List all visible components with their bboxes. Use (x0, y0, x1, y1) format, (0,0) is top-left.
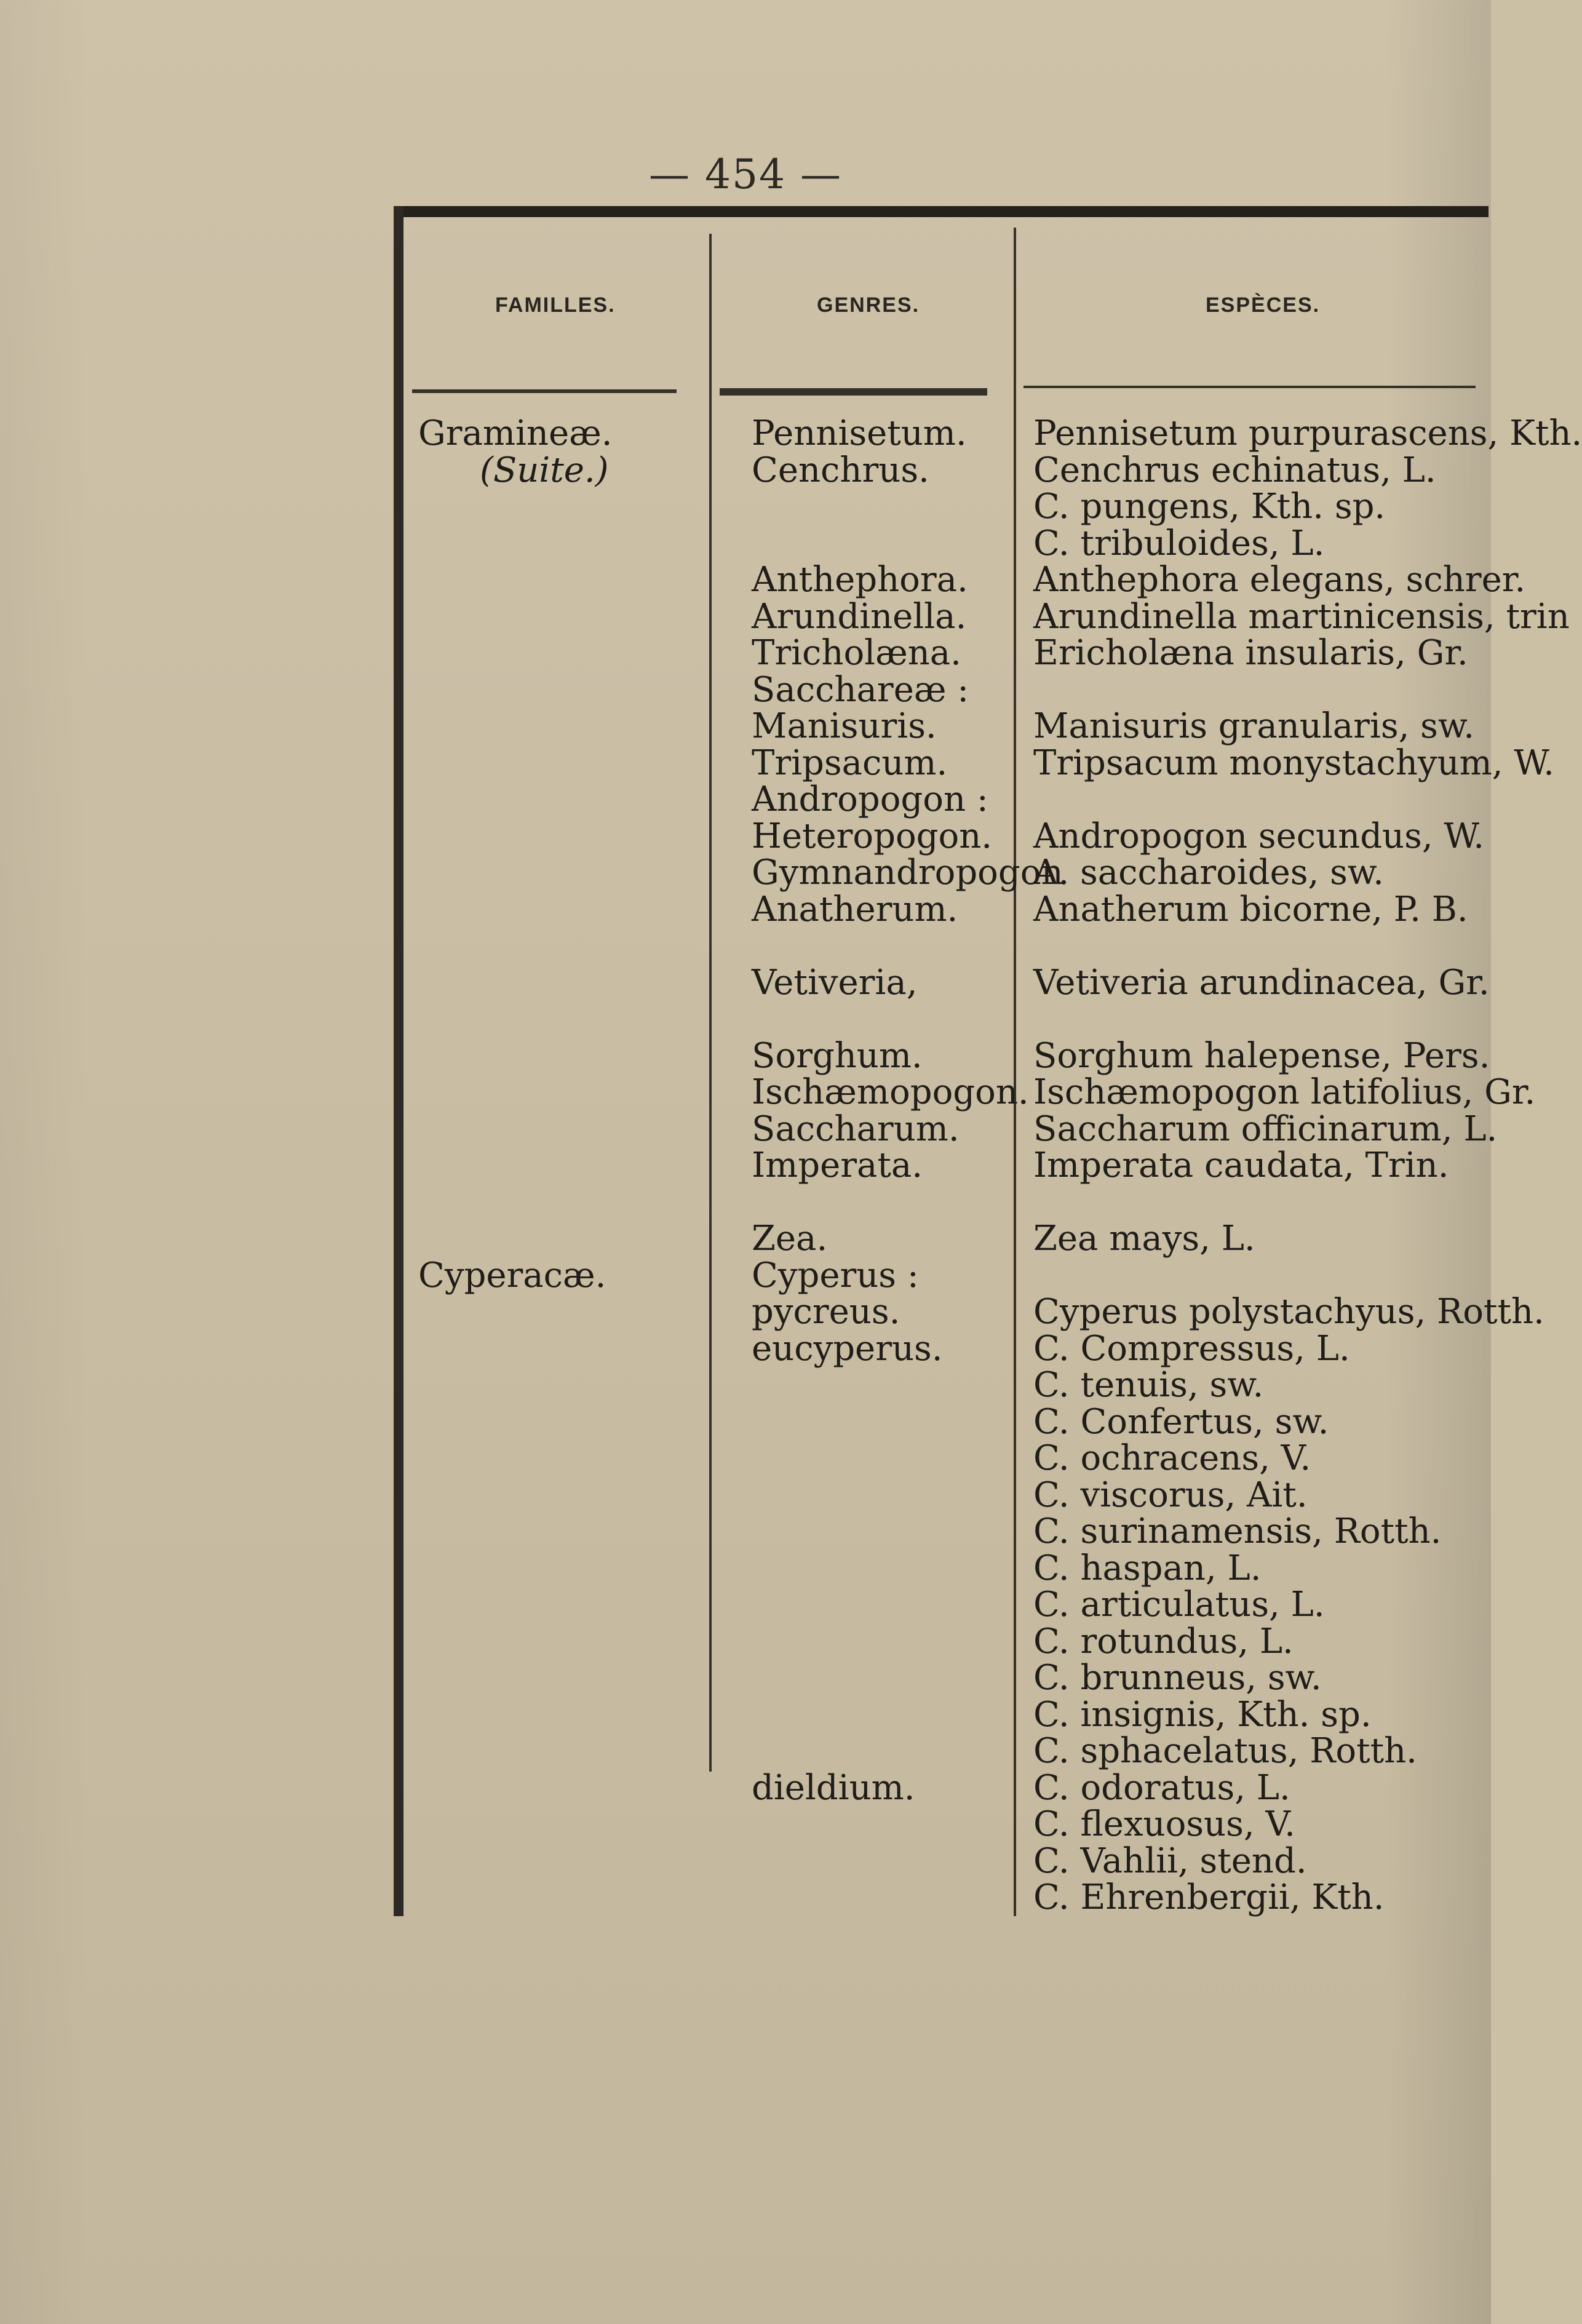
table-cell-genre: Tripsacum. (752, 742, 948, 783)
table-cell-espece: Anthephora elegans, schrer. (1033, 560, 1526, 600)
table-cell-espece: Imperata caudata, Trin. (1033, 1145, 1449, 1185)
header-familles: FAMILLES. (495, 293, 616, 317)
table-cell-espece: Vetiveria arundinacea, Gr. (1033, 962, 1490, 1003)
table-cell-espece: Saccharum officinarum, L. (1033, 1108, 1498, 1149)
table-cell-espece: Ericholæna insularis, Gr. (1033, 633, 1468, 673)
table-cell-genre: Manisuris. (752, 706, 937, 746)
table-cell-espece: C. sphacelatus, Rotth. (1033, 1731, 1417, 1771)
table-cell-espece: Zea mays, L. (1033, 1219, 1255, 1259)
table-cell-espece: Arundinella martinicensis, trin (1033, 596, 1570, 637)
page-number: — 454 — (649, 151, 842, 198)
table-cell-genre: Saccharum. (752, 1108, 960, 1149)
table-cell-espece: C. tenuis, sw. (1033, 1365, 1264, 1405)
header-underline-genres (720, 388, 987, 396)
table-cell-espece: Andropogon secundus, W. (1033, 816, 1485, 856)
header-underline-especes (1024, 386, 1476, 388)
table-cell-espece: C. articulatus, L. (1033, 1585, 1325, 1625)
header-especes: ESPÈCES. (1206, 293, 1321, 317)
table-cell-genre: Gymnandropogon (752, 853, 1063, 893)
table-cell-espece: C. viscorus, Ait. (1033, 1474, 1308, 1515)
species-table (394, 206, 1582, 1917)
table-cell-genre: Sacchareæ : (752, 669, 969, 710)
header-genres: GENRES. (817, 293, 920, 317)
table-cell-espece: C. tribuloides, L. (1033, 523, 1325, 563)
table-cell-espece: C. insignis, Kth. sp. (1033, 1694, 1372, 1735)
table-cell-genre: Imperata. (752, 1145, 923, 1185)
table-cell-espece: Anatherum bicorne, P. B. (1033, 889, 1468, 929)
table-cell-espece: C. Ehrenbergii, Kth. (1033, 1877, 1385, 1917)
table-cell-genre: pycreus. (752, 1292, 900, 1332)
table-cell-famille: (Suite.) (480, 450, 609, 490)
table-cell-espece: C. haspan, L. (1033, 1548, 1262, 1588)
table-cell-genre: Andropogon : (752, 779, 988, 819)
table-cell-espece: Tripsacum monystachyum, W. (1033, 742, 1554, 783)
table-cell-genre: Cenchrus. (752, 450, 929, 490)
table-cell-espece: C. Compressus, L. (1033, 1328, 1350, 1369)
table-cell-espece: Pennisetum purpurascens, Kth. (1033, 413, 1582, 453)
table-cell-espece: C. surinamensis, Rotth. (1033, 1511, 1442, 1551)
table-cell-famille: Cyperacæ. (418, 1255, 606, 1295)
table-cell-espece: C. Confertus, sw. (1033, 1401, 1329, 1442)
table-cell-genre: Anatherum. (752, 889, 958, 929)
table-cell-espece: C. brunneus, sw. (1033, 1658, 1322, 1698)
table-cell-espece: C. ochracens, V. (1033, 1438, 1311, 1478)
table-cell-espece: C. rotundus, L. (1033, 1621, 1294, 1661)
column-divider-genres (709, 234, 712, 1772)
table-cell-espece: C. pungens, Kth. sp. (1033, 487, 1386, 527)
table-cell-genre: Heteropogon. (752, 816, 993, 856)
table-cell-espece: Ischæmopogon latifolius, Gr. (1033, 1072, 1536, 1112)
table-cell-genre: Zea. (752, 1219, 828, 1259)
table-cell-espece: C. Vahlii, stend. (1033, 1840, 1307, 1881)
table-cell-famille: Gramineæ. (418, 413, 613, 453)
table-cell-genre: Anthephora. (752, 560, 968, 600)
table-top-rule (394, 206, 1489, 217)
table-cell-espece: C. odoratus, L. (1033, 1767, 1290, 1808)
table-cell-genre: Pennisetum. (752, 413, 967, 453)
table-cell-genre: eucyperus. (752, 1328, 943, 1369)
table-cell-espece: C. flexuosus, V. (1033, 1804, 1295, 1844)
table-cell-genre: Tricholæna. (752, 633, 961, 673)
table-cell-genre: Arundinella. (752, 596, 967, 637)
table-cell-genre: Cyperus : (752, 1255, 919, 1295)
table-cell-espece: A. saccharoides, sw. (1033, 853, 1384, 893)
table-left-rule (394, 206, 403, 1916)
table-cell-genre: Vetiveria, (752, 962, 918, 1003)
header-underline-familles (412, 389, 677, 393)
table-cell-espece: Cenchrus echinatus, L. (1033, 450, 1436, 490)
table-cell-genre: Sorghum. (752, 1035, 923, 1076)
table-cell-espece: Sorghum halepense, Pers. (1033, 1035, 1490, 1076)
table-cell-genre: dieldium. (752, 1767, 915, 1808)
table-cell-espece: Manisuris granularis, sw. (1033, 706, 1475, 746)
table-cell-genre: Ischæmopogon. (752, 1072, 1029, 1112)
table-cell-espece: Cyperus polystachyus, Rotth. (1033, 1292, 1544, 1332)
